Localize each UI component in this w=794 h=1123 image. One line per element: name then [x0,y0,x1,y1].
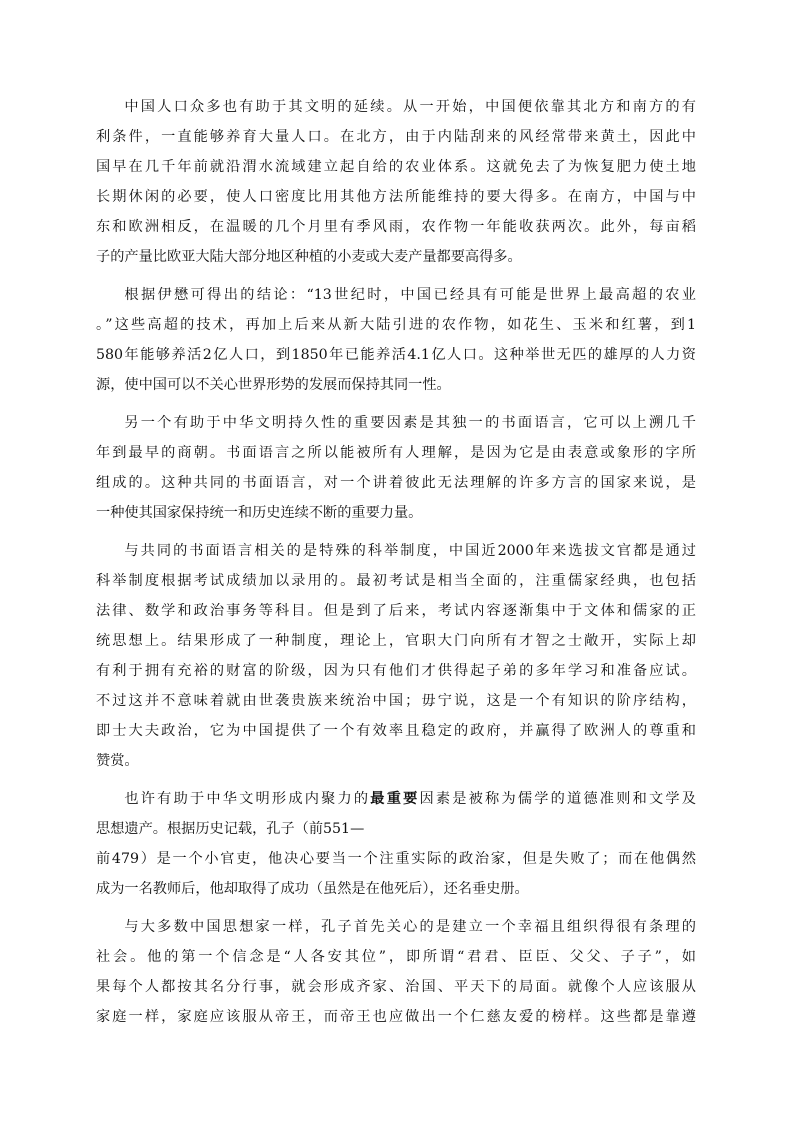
text-line: 利条件，一直能够养育大量人口。在北方，由于内陆刮来的风经常带来黄土，因此中 [96,129,696,146]
text-line: 有利于拥有充裕的财富的阶级，因为只有他们才供得起子弟的多年学习和准备应试。 [96,663,696,680]
text-line: 580年能够养活2亿人口，到1850年已能养活4.1亿人口。这种举世无匹的雄厚的人力资 [96,347,696,364]
text-line: 科举制度根据考试成绩加以录用的。最初考试是相当全面的，注重儒家经典，也包括 [96,572,696,589]
paragraph-written-language [96,408,696,528]
text-line: 源，使中国可以不关心世界形势的发展而保持其同一性。 [96,377,451,394]
text-line: 法律、数学和政治事务等科目。但是到了后来，考试内容逐渐集中于文体和儒家的正 [96,603,696,619]
paragraph-population [96,92,696,273]
text-line: 东和欧洲相反，在温暖的几个月里有季风雨，农作物一年能收获两次。此外，每亩稻 [96,219,696,236]
text-line [96,784,696,814]
paragraph-imperial-exam [96,536,696,777]
text-line: 年到最早的商朝。书面语言之所以能被所有人理解，是因为它是由表意或象形的字所 [96,445,696,462]
paragraph-confucius-beliefs [96,912,696,1032]
paragraph-agriculture [96,280,696,400]
text-line: 家庭一样，家庭应该服从帝王，而帝王也应做出一个仁慈友爱的榜样。这些都是靠遵 [96,1009,696,1026]
text-line: 子的产量比欧亚大陆大部分地区种植的小麦或大麦产量都要高得多。 [96,249,522,266]
text-line: 统思想上。结果形成了一种制度，理论上，官职大门向所有才智之士敞开，实际上却 [96,633,696,650]
text-line: 组成的。这种共同的书面语言，对一个讲着彼此无法理解的许多方言的国家来说，是 [96,475,696,492]
text-line: 不过这并不意味着就由世袭贵族来统治中国；毋宁说，这是一个有知识的阶序结构， [96,693,696,710]
text-line: 前479）是一个小官吏，他决心要当一个注重实际的政治家，但是失败了；而在他偶然 [96,851,696,868]
text-segment: 因素是被称为儒学的道德准则和文学及 [419,791,696,808]
text-line: 长期休闲的必要，使人口密度比用其他方法所能维持的要大得多。在南方，中国与中 [96,189,696,206]
text-line: 与大多数中国思想家一样，孔子首先关心的是建立一个幸福且组织得很有条理的 [124,918,696,935]
text-line: 国早在几千年前就沿渭水流域建立起自给的农业体系。这就免去了为恢复肥力使土地 [96,159,696,176]
paragraph-confucianism [96,784,696,904]
text-line: 成为一名教师后，他却取得了成功（虽然是在他死后），还名垂史册。 [96,881,529,898]
text-segment: 也许有助于中华文明形成内聚力的 [124,791,371,808]
text-line: 与共同的书面语言相关的是特殊的科举制度，中国近2000年来选拔文官都是通过 [124,542,696,559]
text-line: 果每个人都按其名分行事，就会形成齐家、治国、平天下的局面。就像个人应该服从 [96,979,696,996]
document-body [96,92,696,1032]
text-line: 赞赏。 [96,753,139,770]
text-line: 社会。他的第一个信念是“人各安其位”，即所谓“君君、臣臣、父父、子子”，如 [96,949,696,966]
text-line: 。”这些高超的技术，再加上后来从新大陆引进的农作物，如花生、玉米和红薯，到1 [96,317,696,334]
text-line: 中国人口众多也有助于其文明的延续。从一开始，中国便依靠其北方和南方的有 [124,99,696,115]
text-line: 思想遗产。根据历史记载，孔子（前551— [96,821,365,838]
bold-emphasis: 最重要 [370,791,420,808]
text-line: 另一个有助于中华文明持久性的重要因素是其独一的书面语言，它可以上溯几千 [124,414,696,431]
text-line: 一种使其国家保持统一和历史连续不断的重要力量。 [96,505,423,522]
text-line: 根据伊懋可得出的结论：“13世纪时，中国已经具有可能是世界上最高超的农业 [124,287,696,304]
text-line: 即士大夫政治，它为中国提供了一个有效率且稳定的政府，并赢得了欧洲人的尊重和 [96,723,696,740]
